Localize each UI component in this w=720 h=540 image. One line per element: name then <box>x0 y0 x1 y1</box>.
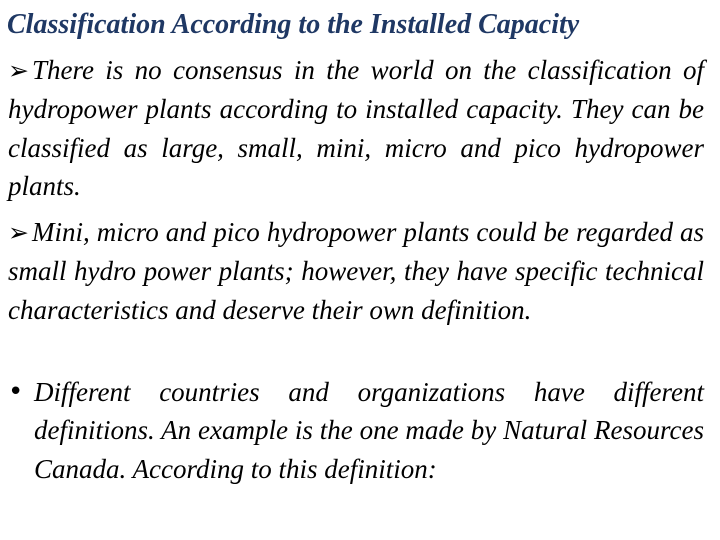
slide-title: Classification According to the Installed Capacity <box>7 9 580 40</box>
arrow-bullet-icon: ➢ <box>8 218 29 247</box>
paragraph-text: Different countries and organizations have different definitions. An example is the one made by Natural Resources Canada. According to this definition: <box>34 377 704 484</box>
paragraph-text: Mini, micro and pico hydropower plants could be regarded as small hydro power plants; however, they have specific technical characteristics and deserve their own definition. <box>8 217 704 325</box>
paragraph-consensus <box>8 51 704 206</box>
paragraph-small-hydro <box>8 213 704 329</box>
paragraph-text: There is no consensus in the world on the classification of hydropower plants according to installed capacity. They can be classified as large, small, mini, micro and pico hydropower plants. <box>8 55 704 202</box>
dot-bullet-icon: • <box>8 377 24 407</box>
paragraph-definitions <box>34 373 704 488</box>
arrow-bullet-icon: ➢ <box>8 56 29 85</box>
